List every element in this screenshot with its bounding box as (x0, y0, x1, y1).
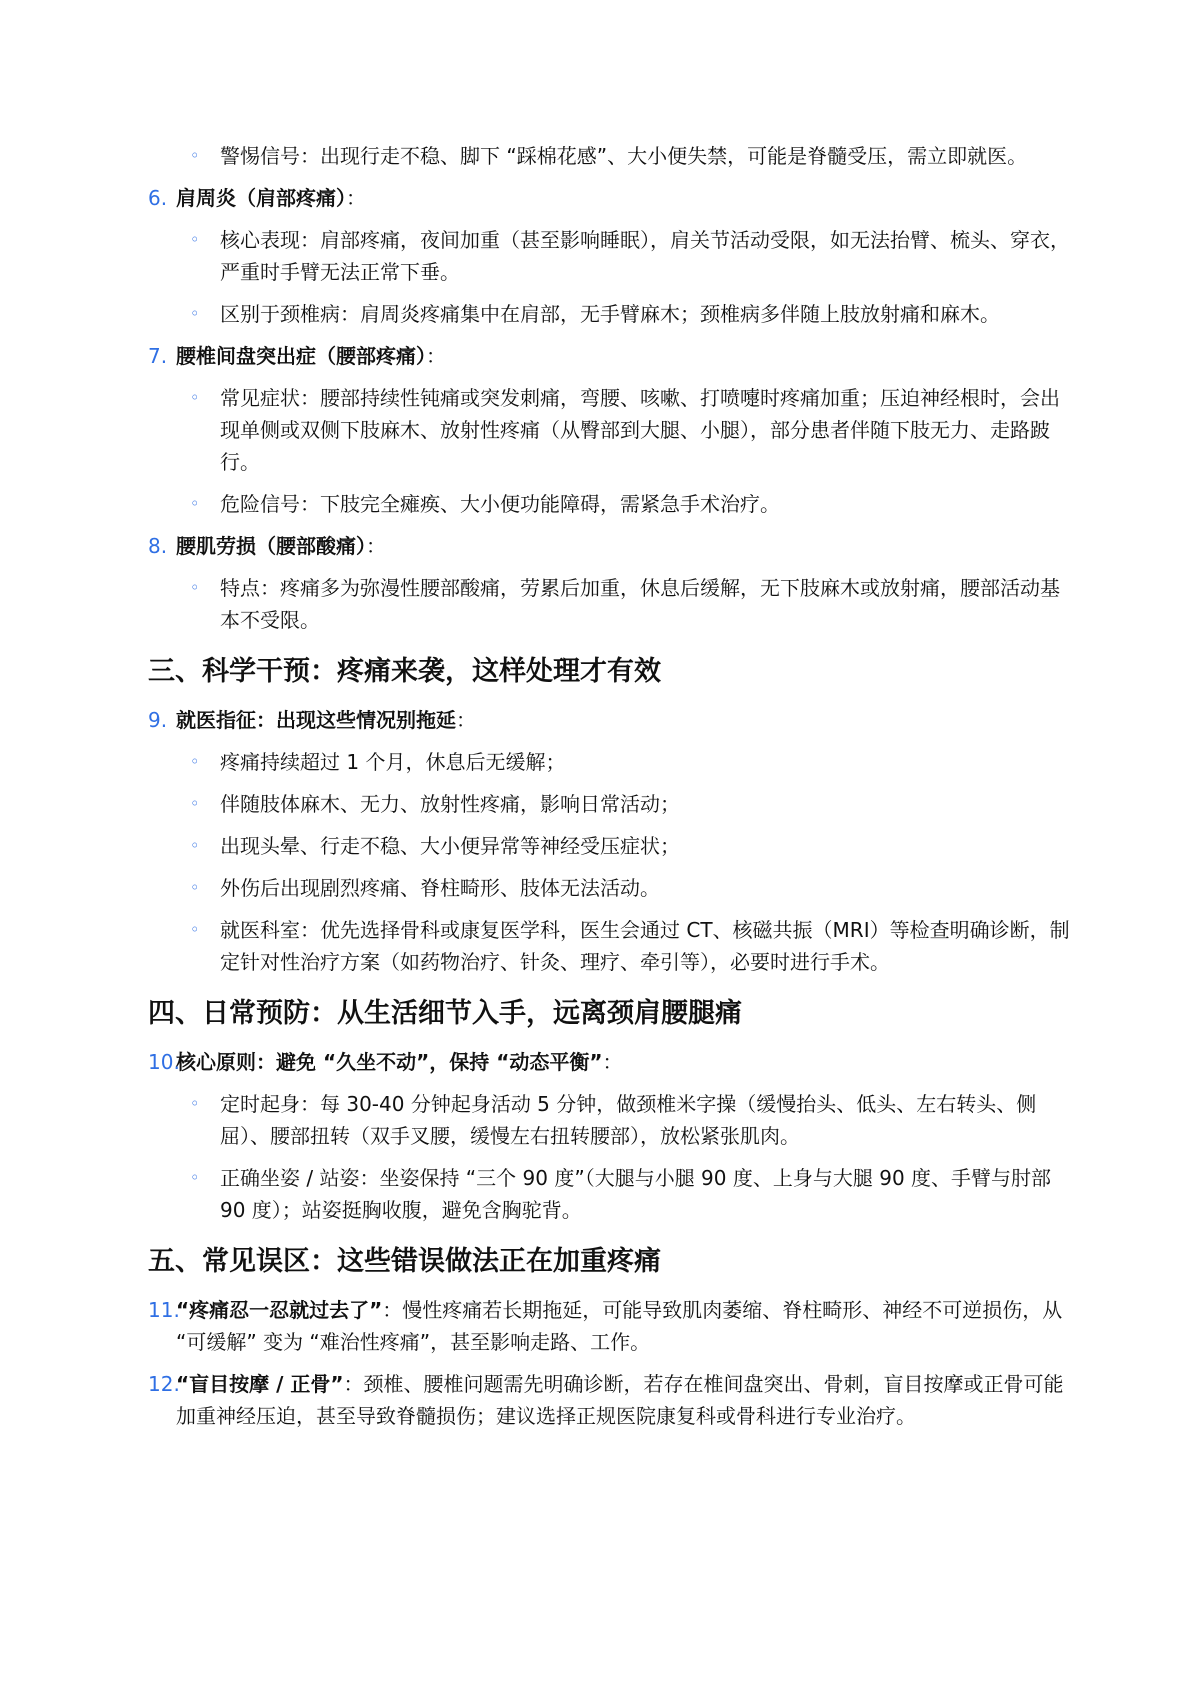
item-title: 就医指征：出现这些情况别拖延 (176, 708, 456, 732)
bullet-item (148, 746, 1073, 778)
item-title: 核心原则：避免 “久坐不动”，保持 “动态平衡” (176, 1050, 603, 1074)
bullet-text: 疼痛持续超过 1 个月，休息后无缓解； (220, 750, 566, 774)
bullet-text: 危险信号：下肢完全瘫痪、大小便功能障碍，需紧急手术治疗。 (220, 492, 780, 516)
numbered-item (148, 182, 1073, 214)
bullet-marker-icon: ◦ (190, 836, 200, 855)
bullet-item (148, 1088, 1073, 1152)
item-text: ： (602, 1050, 623, 1074)
bullet-list (148, 746, 1073, 978)
bullet-text: 就医科室：优先选择骨科或康复医学科，医生会通过 CT、核磁共振（MRI）等检查明确诊断，制定针对性治疗方案（如药物治疗、针灸、理疗、牵引等），必要时进行手术。 (220, 918, 1070, 974)
item-title: 腰肌劳损（腰部酸痛） (176, 534, 366, 558)
bullet-text: 警惕信号：出现行走不稳、脚下 “踩棉花感”、大小便失禁，可能是脊髓受压，需立即就医。 (220, 144, 1028, 168)
bullet-marker-icon: ◦ (190, 578, 200, 597)
item-number: 7. (148, 344, 168, 368)
bullet-list (148, 382, 1073, 520)
bullet-text: 伴随肢体麻木、无力、放射性疼痛，影响日常活动； (220, 792, 680, 816)
bullet-text: 区别于颈椎病：肩周炎疼痛集中在肩部，无手臂麻木；颈椎病多伴随上肢放射痛和麻木。 (220, 302, 1000, 326)
numbered-item (148, 1368, 1073, 1432)
bullet-item (148, 914, 1073, 978)
item-text: ：颈椎、腰椎问题需先明确诊断，若存在椎间盘突出、骨刺，盲目按摩或正骨可能加重神经压迫，甚至导致脊髓损伤；建议选择正规医院康复科或骨科进行专业治疗。 (176, 1372, 1064, 1428)
item-number: 12. (148, 1372, 180, 1396)
bullet-marker-icon: ◦ (190, 494, 200, 513)
bullet-marker-icon: ◦ (190, 388, 200, 407)
bullet-text: 定时起身：每 30-40 分钟起身活动 5 分钟，做颈椎米字操（缓慢抬头、低头、左右转头、侧屈）、腰部扭转（双手叉腰，缓慢左右扭转腰部），放松紧张肌肉。 (220, 1092, 1037, 1148)
bullet-item (148, 872, 1073, 904)
numbered-item (148, 340, 1073, 372)
bullet-item (148, 788, 1073, 820)
section-heading: 四、日常预防：从生活细节入手，远离颈肩腰腿痛 (148, 998, 742, 1029)
bullet-text: 正确坐姿 / 站姿：坐姿保持 “三个 90 度”（大腿与小腿 90 度、上身与大腿 90 度、手臂与肘部 90 度）；站姿挺胸收腹，避免含胸驼背。 (220, 1166, 1052, 1222)
bullet-marker-icon: ◦ (190, 752, 200, 771)
section-heading: 五、常见误区：这些错误做法正在加重疼痛 (148, 1246, 661, 1277)
item-title: “盲目按摩 / 正骨” (176, 1372, 344, 1396)
bullet-item (148, 1162, 1073, 1226)
bullet-marker-icon: ◦ (190, 304, 200, 323)
bullet-item (148, 224, 1073, 288)
item-number: 8. (148, 534, 168, 558)
bullet-item (148, 488, 1073, 520)
bullet-marker-icon: ◦ (190, 920, 200, 939)
item-title: “疼痛忍一忍就过去了” (176, 1298, 383, 1322)
bullet-item (148, 298, 1073, 330)
bullet-text: 常见症状：腰部持续性钝痛或突发刺痛，弯腰、咳嗽、打喷嚏时疼痛加重；压迫神经根时，会出现单侧或双侧下肢麻木、放射性疼痛（从臀部到大腿、小腿），部分患者伴随下肢无力、走路跛行。 (220, 386, 1060, 474)
document-content (148, 140, 1073, 1442)
bullet-text: 核心表现：肩部疼痛，夜间加重（甚至影响睡眠），肩关节活动受限，如无法抬臂、梳头、穿衣，严重时手臂无法正常下垂。 (220, 228, 1070, 284)
item-number: 11. (148, 1298, 180, 1322)
bullet-marker-icon: ◦ (190, 1094, 200, 1113)
numbered-item (148, 704, 1073, 736)
bullet-text: 特点：疼痛多为弥漫性腰部酸痛，劳累后加重，休息后缓解，无下肢麻木或放射痛，腰部活动基本不受限。 (220, 576, 1060, 632)
bullet-list (148, 572, 1073, 636)
section-heading: 三、科学干预：疼痛来袭，这样处理才有效 (148, 656, 661, 687)
item-text: ：慢性疼痛若长期拖延，可能导致肌肉萎缩、脊柱畸形、神经不可逆损伤，从 “可缓解” 变为 “难治性疼痛”，甚至影响走路、工作。 (176, 1298, 1063, 1354)
item-text: ： (366, 534, 386, 558)
bullet-item (148, 382, 1073, 478)
bullet-list (148, 1088, 1073, 1226)
bullet-marker-icon: ◦ (190, 1168, 200, 1187)
item-text: ： (426, 344, 446, 368)
item-number: 9. (148, 708, 168, 732)
bullet-item (148, 572, 1073, 636)
bullet-text: 出现头晕、行走不稳、大小便异常等神经受压症状； (220, 834, 680, 858)
bullet-marker-icon: ◦ (190, 878, 200, 897)
item-number: 6. (148, 186, 168, 210)
bullet-text: 外伤后出现剧烈疼痛、脊柱畸形、肢体无法活动。 (220, 876, 660, 900)
bullet-item (148, 830, 1073, 862)
bullet-marker-icon: ◦ (190, 146, 200, 165)
numbered-item (148, 530, 1073, 562)
item-title: 腰椎间盘突出症（腰部疼痛） (176, 344, 426, 368)
numbered-item (148, 1046, 1073, 1078)
item-text: ： (456, 708, 476, 732)
item-text: ： (346, 186, 366, 210)
bullet-item (148, 140, 1073, 172)
bullet-marker-icon: ◦ (190, 230, 200, 249)
item-title: 肩周炎（肩部疼痛） (176, 186, 346, 210)
bullet-marker-icon: ◦ (190, 794, 200, 813)
numbered-item (148, 1294, 1073, 1358)
item-number: 10. (148, 1050, 180, 1074)
bullet-list (148, 140, 1073, 172)
bullet-list (148, 224, 1073, 330)
